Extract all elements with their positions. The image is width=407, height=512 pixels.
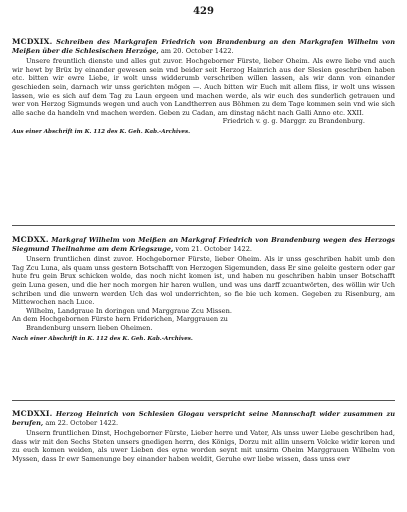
entry-title: Schreiben des Markgrafen Friedrich von Brandenburg an den Markgrafen Wilhelm von Meißen über die Schlesischen Herzöge,	[12, 38, 395, 55]
entry-closing-line: An dem Hochgebornen Fürste hern Friderichen, Marggrauen zu	[12, 315, 228, 324]
entry-title: Markgraf Wilhelm von Meißen an Markgraf Friedrich von Brandenburg wegen des Herzogs Siegmund Theilnahme am dem Kriegszuge,	[12, 236, 395, 253]
entry-heading	[12, 410, 395, 427]
entry-number: MCDXIX.	[12, 37, 53, 46]
entry-body: Unsern fruntlichen dinst zuvor. Hochgeborner Fürste, lieber Oheim. Als ir unss geschriben habit umb den Tag Zcu Luna, als quam unss gestern Botschafft von Herzogen Sigemunden, dass Er sine geleite gestern oder gar hute fru gein Brux schicken wolde, das noch nicht komen ist, und haben nu geschriben habin unser Botschafft gein Luna gesen, und die her noch morgen hir haren wullen, und was uns darff zcuantwörten, des wöllin wir Uch schriben und die unwern werden Uch das wol underrichten, so fie bie uch komen. Gegeben zu Risenburg, am Mittewochen nach Luce.	[12, 255, 395, 307]
entry-source: Nach einer Abschrift in K. 112 des K. Geh. Kab.-Archives.	[12, 335, 193, 342]
entry-number: MCDXXI.	[12, 409, 53, 418]
entry-title: Herzog Heinrich von Schlesien Glogau verspricht seine Mannschaft wider zusammen zu berufen,	[12, 410, 395, 427]
entry-date: am 22. October 1422.	[45, 418, 119, 427]
entry-body: Unsern fruntlichen Dinst, Hochgeborner Fürste, Lieber herre und Vater, Als unss uwer Liebe geschriben had, dass wir mit den Sechs Steten unsers gnedigen herrn, des Königs, Dorzu mit allin unsern Volcke widir keren und zu euch komen weiden, als uwer Lieben des eyne worden seynt mit unsirm Oheim Marggrauen Wilhelm von Myssen, dass Ir ewr Samenunge bey einander haben weldit, Geruhe ewr liebe wissen, dass unss ewr	[12, 429, 395, 463]
entry-number: MCDXX.	[12, 235, 49, 244]
entry-body: Unsere freuntlich dienste und alles gut zuvor. Hochgeborner Fürste, lieber Oheim. Als ewre liebe vnd auch wir hewt by Brüx by einander gewesen sein vnd beider seit Herzog Hainrich aus der Slesien geschriben haben etc. bitten wir ewre Liebe, ir wolt unss widderumb verschriben willen lassen, als wir dann von einander geschieden sein, darnach wir unss gerichten mögen —. Auch bitten wir Euch mit allem fliss, ir wolt uns wissen lassen, wie es sich auf dem Tag zu Laun ergeen und machen werde, als wir euch des sunderlich getrauen und wer von Herzog Sigmunds wegen und auch von Landtherren aus Böhmen zu dem Tage kommen sein vnd wie sich alle sache da handeln vnd machen werden. Geben zu Cadan, am dinstag nächt nach Galli Anno etc. XXII.	[12, 57, 395, 117]
entry-date: vom 21. October 1422.	[175, 244, 252, 253]
entry-source: Aus einer Abschrift im K. 112 des K. Geh. Kab.-Archives.	[12, 128, 191, 135]
entry-closing-line: Wilhelm, Landgraue In doringen und Marggraue Zcu Missen.	[26, 306, 232, 315]
section-divider	[12, 400, 395, 401]
entry-heading	[12, 236, 395, 253]
entry-signature: Friedrich v. g. g. Marggr. zu Brandenburg.	[222, 117, 365, 126]
entry-mcdxxi	[12, 410, 395, 464]
entry-mcdxx	[12, 236, 395, 343]
entry-mcdxix	[12, 38, 395, 137]
section-divider	[12, 225, 395, 226]
page-number: 429	[193, 6, 214, 17]
entry-closing-line: Brandenburg unsern lieben Oheimen.	[26, 323, 153, 332]
entry-heading	[12, 38, 395, 55]
entry-date: am 20. October 1422.	[160, 46, 234, 55]
